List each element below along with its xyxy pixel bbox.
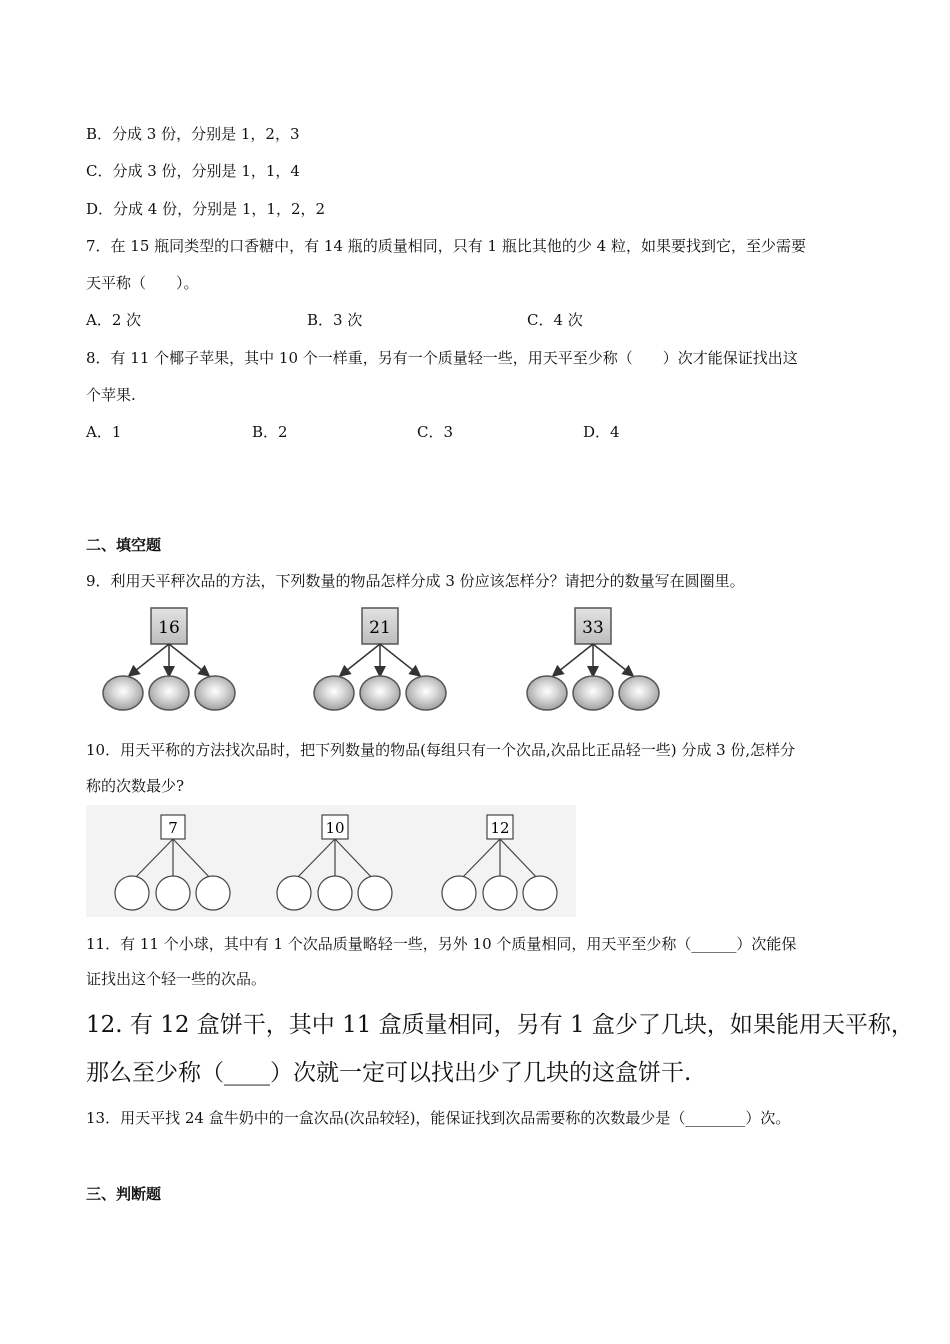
q10-text-line1: 10．用天平称的方法找次品时，把下列数量的物品(每组只有一个次品,次品比正品轻一些) 分成 3 份,怎样分 [86, 741, 796, 759]
q8-text-line2: 个苹果. [86, 386, 136, 404]
section-heading-true-false: 三、判断题 [86, 1185, 162, 1203]
q7-text-line1: 7．在 15 瓶同类型的口香糖中，有 14 瓶的质量相同，只有 1 瓶比其他的少 4 粒，如果要找到它，至少需要 [86, 237, 806, 255]
q10-circle [318, 876, 352, 910]
q9-tree-2 [314, 608, 446, 710]
q10-circle [442, 876, 476, 910]
q9-number-1: 16 [158, 618, 180, 638]
q12-text-line2: 那么至少称（____）次就一定可以找出少了几块的这盒饼干. [86, 1060, 692, 1086]
q9-circle [314, 676, 354, 710]
q8-option-c: C．3 [417, 423, 454, 441]
q9-circle [360, 676, 400, 710]
q9-number-3: 33 [582, 618, 604, 638]
q9-circle [195, 676, 235, 710]
q10-circle [483, 876, 517, 910]
q6-option-b: B．分成 3 份，分别是 1，2，3 [86, 125, 300, 143]
q9-tree-1 [103, 608, 235, 710]
q10-circle [115, 876, 149, 910]
q6-option-c: C．分成 3 份，分别是 1，1，4 [86, 162, 300, 180]
q10-circle [156, 876, 190, 910]
q7-option-a: A．2 次 [86, 311, 142, 329]
q10-circle [358, 876, 392, 910]
q9-tree-3 [527, 608, 659, 710]
q9-circle [527, 676, 567, 710]
q10-number-1: 7 [168, 819, 178, 837]
q10-number-3: 12 [490, 819, 510, 837]
q10-circle [523, 876, 557, 910]
q12-text-line1: 12. 有 12 盒饼干，其中 11 盒质量相同，另有 1 盒少了几块，如果能用天平称， [86, 1012, 914, 1038]
q11-text-line2: 证找出这个轻一些的次品。 [86, 970, 267, 988]
q9-text: 9．利用天平秤次品的方法，下列数量的物品怎样分成 3 份应该怎样分？请把分的数量写在圆圈里。 [86, 572, 745, 590]
q8-option-a: A．1 [86, 423, 122, 441]
q9-circle [149, 676, 189, 710]
q9-diagram [0, 600, 950, 715]
q7-option-c: C．4 次 [527, 311, 583, 329]
q6-option-d: D．分成 4 份，分别是 1，1，2，2 [86, 200, 326, 218]
q10-text-line2: 称的次数最少? [86, 777, 185, 795]
q7-text-line2: 天平称（ ）。 [86, 274, 199, 292]
q10-circle [277, 876, 311, 910]
q9-number-2: 21 [369, 618, 391, 638]
q7-option-b: B．3 次 [307, 311, 363, 329]
q13-text: 13．用天平找 24 盒牛奶中的一盒次品(次品较轻)，能保证找到次品需要称的次数最少是（________）次。 [86, 1109, 791, 1127]
q11-text-line1: 11．有 11 个小球，其中有 1 个次品质量略轻一些，另外 10 个质量相同，用天平至少称（______）次能保 [86, 935, 797, 953]
q10-number-2: 10 [325, 819, 345, 837]
q8-text-line1: 8．有 11 个椰子苹果，其中 10 个一样重，另有一个质量轻一些，用天平至少称（ ）次才能保证找出这 [86, 349, 798, 367]
q9-circle [573, 676, 613, 710]
q10-diagram [86, 805, 576, 917]
q9-circle [103, 676, 143, 710]
q8-option-d: D．4 [583, 423, 620, 441]
q8-option-b: B．2 [252, 423, 288, 441]
q9-circle [619, 676, 659, 710]
q9-circle [406, 676, 446, 710]
section-heading-fill-blank: 二、填空题 [86, 536, 162, 554]
q10-circle [196, 876, 230, 910]
